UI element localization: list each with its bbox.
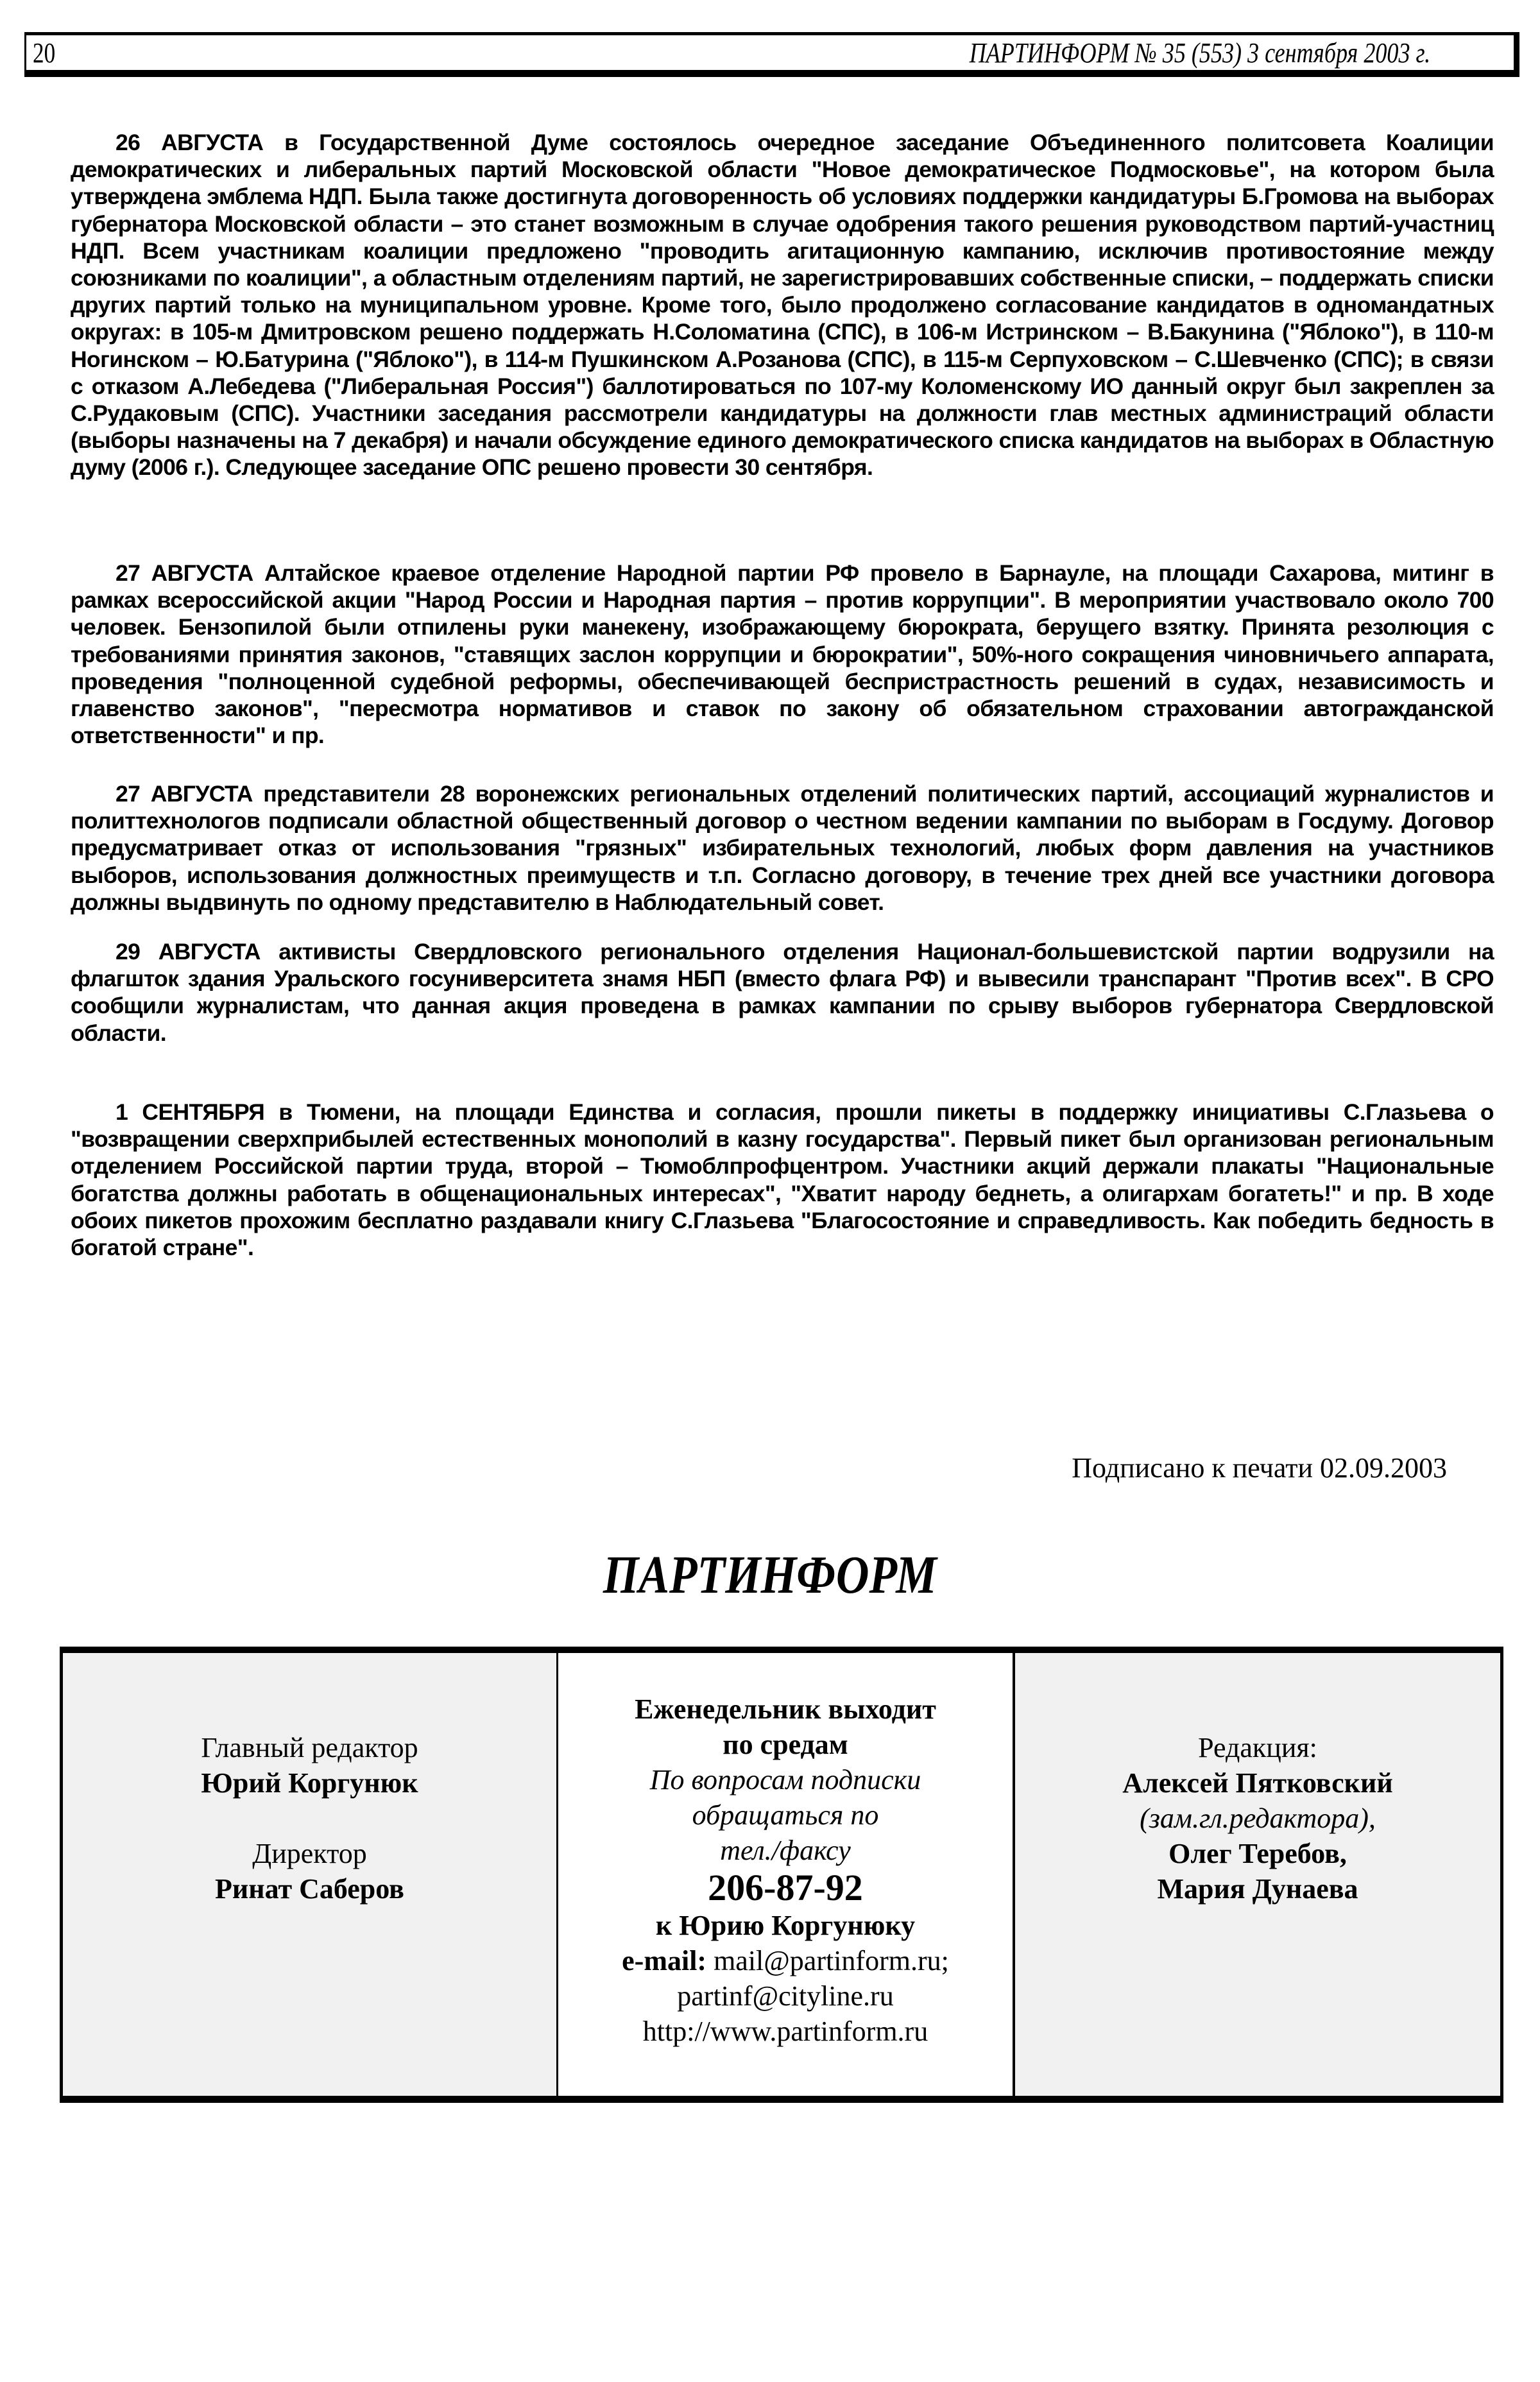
schedule-line-1: Еженедельник выходит [635, 1693, 936, 1725]
page-header [24, 32, 1519, 77]
phone-number: 206-87-92 [708, 1867, 863, 1908]
page-number: 20 [33, 37, 56, 69]
news-item-aug27-altai: 27 АВГУСТА Алтайское краевое отделение Народной партии РФ провело в Барнауле, на площади Сахарова, митинг в рамках всероссийской акции "Народ России и Народная партия – против коррупции". В мероприятии участвовало около 700 человек. Бензопилой были отпилены руки манекену, изображающему бюрократа, берущего взятку. Принята резолюция с требованиями принятия законов, "ставящих заслон коррупции и бюрократии", 50%-ного сокращения чиновничьего аппарата, проведения "полноценной судебной реформы, обеспечивающей беспристрастность решений в судах, независимость и главенство законов", "пересмотра нормативов и ставок по закону об обязательном страховании автогражданской ответственности" и пр. [71, 560, 1494, 749]
subscribe-line-1: По вопросам подписки [649, 1764, 921, 1795]
subscribe-line-3: тел./факсу [720, 1835, 851, 1866]
imprint-box [60, 1647, 1503, 2103]
staff-name-1: Алексей Пятковский [1122, 1767, 1393, 1799]
staff-name-3: Мария Дунаева [1157, 1873, 1358, 1905]
director-name: Ринат Саберов [215, 1873, 404, 1905]
staff-name-2: Олег Теребов, [1168, 1838, 1347, 1869]
contact-person: к Юрию Коргунюку [655, 1910, 916, 1941]
imprint-contacts-column [558, 1653, 1015, 2096]
news-item-aug26: 26 АВГУСТА в Государственной Думе состоялось очередное заседание Объединенного политсовета Коалиции демократических и либеральных партий Московской области "Новое демократическое Подмосковье", на котором была утверждена эмблема НДП. Была также достигнута договоренность об условиях поддержки кандидатуры Б.Громова на выборах губернатора Московской области – это станет возможным в случае одобрения такого решения руководством партий-участниц НДП. Всем участникам коалиции предложено "проводить агитационную кампанию, исключив противостояние между союзниками по коалиции", а областным отделениям партий, не зарегистрировавших собственные списки, – поддержать списки других партий только на муниципальном уровне. Кроме того, было продолжено согласование кандидатов в одномандатных округах: в 105-м Дмитровском решено поддержать Н.Соломатина (СПС), в 106-м Истринском – В.Бакунина ("Яблоко"), в 110-м Ногинском – Ю.Батурина ("Яблоко"), в 114-м Пушкинском А.Розанова (СПС), в 115-м Серпуховском – С.Шевченко (СПС); в связи с отказом А.Лебедева ("Либеральная Россия") баллотироваться по 107-му Коломенскому ИО данный округ был закреплен за С.Рудаковым (СПС). Участники заседания рассмотрели кандидатуры на должности глав местных администраций области (выборы назначены на 7 декабря) и начали обсуждение единого демократического списка кандидатов на выборах в Областную думу (2006 г.). Следующее заседание ОПС решено провести 30 сентября. [71, 130, 1494, 481]
signed-to-print-date: Подписано к печати 02.09.2003 [1072, 1452, 1447, 1484]
website-link[interactable]: http://www.partinform.ru [642, 2016, 928, 2047]
staff-label: Редакция: [1198, 1732, 1317, 1763]
imprint-staff-column [1015, 1653, 1500, 2096]
email-link-2[interactable]: partinf@cityline.ru [677, 1980, 894, 2012]
masthead-title [0, 1543, 1540, 1607]
publication-issue-line: ПАРТИНФОРМ № 35 (553) 3 сентября 2003 г. [969, 37, 1430, 69]
email-link-1[interactable]: mail@partinform.ru; [714, 1945, 949, 1976]
staff-role-1: (зам.гл.редактора), [1140, 1803, 1376, 1834]
email-label: e-mail: [622, 1945, 707, 1976]
editor-name: Юрий Коргунюк [201, 1767, 418, 1799]
editor-role: Главный редактор [201, 1732, 418, 1763]
director-role: Директор [252, 1838, 367, 1869]
news-item-aug27-voronezh: 27 АВГУСТА представители 28 воронежских региональных отделений политических партий, ассоциаций журналистов и политтехнологов подписали областной общественный договор о честном ведении кампании по выборам в Госдуму. Договор предусматривает отказ от использования "грязных" избирательных технологий, любых форм давления на участников выборов, использования должностных преимуществ и т.п. Согласно договору, в течение трех дней все участники договора должны выдвинуть по одному представителю в Наблюдательный совет. [71, 781, 1494, 915]
schedule-line-2: по средам [723, 1729, 848, 1760]
subscribe-line-2: обращаться по [692, 1799, 879, 1831]
email-line [622, 1943, 949, 1978]
news-item-aug29: 29 АВГУСТА активисты Свердловского регионального отделения Национал-большевистской партии водрузили на флагшток здания Уральского госуниверситета знамя НБП (вместо флага РФ) и вывесили транспарант "Против всех". В СРО сообщили журналистам, что данная акция проведена в рамках кампании по срыву выборов губернатора Свердловской области. [71, 939, 1494, 1046]
masthead-text: ПАРТИНФОРМ [603, 1545, 937, 1605]
news-item-sep1: 1 СЕНТЯБРЯ в Тюмени, на площади Единства и согласия, прошли пикеты в поддержку инициативы С.Глазьева о "возвращении сверхприбылей естественных монополий в казну государства". Первый пикет был организован региональным отделением Российской партии труда, второй – Тюмоблпрофцентром. Участники акций держали плакаты "Национальные богатства должны работать в общенациональных интересах", "Хватит народу беднеть, а олигархам богатеть!" и пр. В ходе обоих пикетов прохожим бесплатно раздавали книгу С.Глазьева "Благосостояние и справедливость. Как победить бедность в богатой стране". [71, 1099, 1494, 1261]
imprint-editors-column [63, 1653, 558, 2096]
